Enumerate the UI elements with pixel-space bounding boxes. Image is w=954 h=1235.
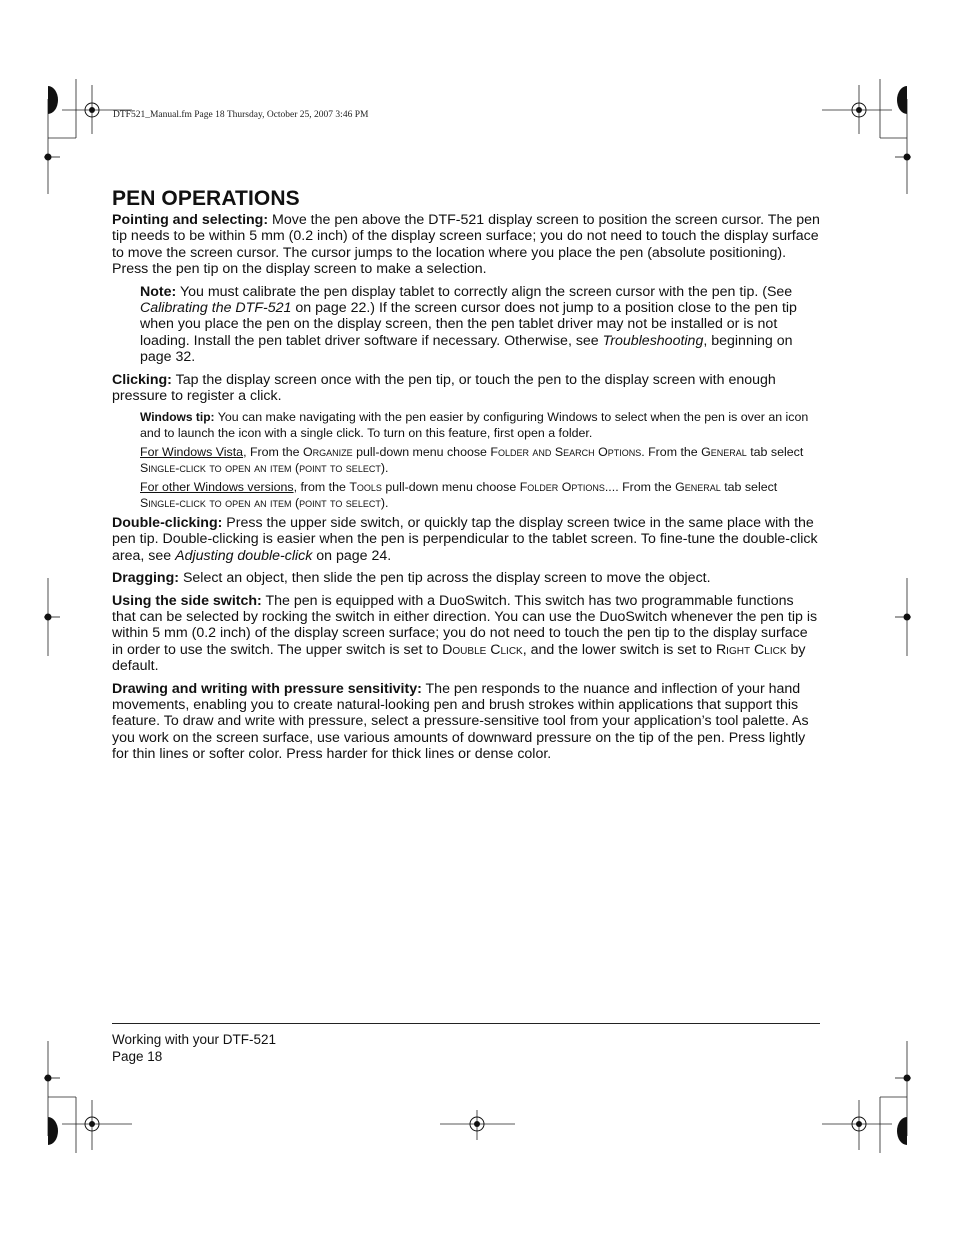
double-clicking-text: Press the upper side switch, or quickly tap the display screen twice in the same place with the pen tip. Double-clicking is easier when the pen is perpendicular to the tablet screen. To fine-tune the double-click area, see [112, 514, 818, 564]
pressure-heading: Drawing and writing with pressure sensitivity: [112, 680, 422, 697]
folder-options: Folder Options... [519, 480, 616, 495]
side-switch-text: , and the lower switch is set to [522, 641, 716, 658]
single-click-option: Single-click to open an item (point to select) [140, 460, 385, 475]
vista-label: For Windows Vista [140, 445, 244, 460]
adjusting-double-click-link[interactable]: Adjusting double-click [175, 547, 313, 564]
footer-page-number: Page 18 [112, 1048, 163, 1064]
double-click-setting: Double Click [442, 641, 523, 658]
pointing-heading: Pointing and selecting: [112, 212, 269, 228]
note-text: on page 22.) If the screen cursor does not jump to a position close to the pen tip when you place the pen on the display screen, then the pen tablet driver may not be installed or is not loading. Install the pen tablet driver software if necessary. Otherwise, see [140, 300, 797, 349]
tools-menu: Tools [349, 480, 382, 495]
double-clicking-text: on page 24. [312, 547, 392, 564]
general-tab: General [675, 480, 721, 495]
note-paragraph [140, 284, 820, 366]
dragging-text: Select an object, then slide the pen tip across the display screen to move the object. [179, 570, 711, 587]
page-footer [112, 1032, 276, 1065]
note-text: You must calibrate the pen display tablet to correctly align the screen cursor with the pen tip. (See [176, 283, 793, 300]
other-windows-text: tab select [720, 480, 778, 495]
note-text: , beginning on page 32. [140, 332, 793, 366]
other-windows-text: pull-down menu choose [381, 480, 520, 495]
other-windows-text: , from the [293, 480, 350, 495]
side-switch-text: by default. [112, 641, 806, 675]
other-windows-text: . From the [615, 480, 676, 495]
footer-chapter: Working with your DTF-521 [112, 1032, 277, 1047]
windows-tip-paragraph [140, 410, 820, 441]
organize-menu: Organize [302, 445, 353, 460]
clicking-text: Tap the display screen once with the pen tip, or touch the pen to the display screen with enough pressure to register a click. [112, 371, 776, 405]
windows-tip-text: You can make navigating with the pen easier by configuring Windows to select when the pen is over an icon and to launch the icon with a single click. To turn on this feature, first open a folder. [140, 410, 809, 440]
page-title: PEN OPERATIONS [112, 187, 300, 210]
vista-text: pull-down menu choose [352, 445, 491, 460]
general-tab: General [701, 445, 747, 460]
side-switch-heading: Using the side switch: [112, 592, 262, 609]
windows-tip-label: Windows tip: [140, 410, 215, 425]
dragging-heading: Dragging: [112, 570, 179, 587]
folder-search-options: Folder and Search Options [490, 445, 642, 460]
pointing-text: Move the pen above the DTF-521 display screen to position the screen cursor. The pen tip needs to be within 5 mm (0.2 inch) of the display screen surface; you do not need to touch the display surface to move the screen cursor. The cursor jumps to the location where you place the pen (absolute positioning). Press the pen tip on the display screen to make a selection. [112, 212, 820, 278]
other-windows-paragraph [140, 480, 820, 511]
vista-text: . From the [641, 445, 702, 460]
double-clicking-paragraph [112, 515, 820, 564]
other-windows-text: . [384, 495, 389, 510]
footer-divider [112, 1023, 820, 1024]
right-click-setting: Right Click [715, 641, 787, 658]
clicking-heading: Clicking: [112, 371, 172, 388]
vista-text: tab select [746, 445, 804, 460]
other-windows-label: For other Windows versions [140, 480, 294, 495]
main-content [112, 187, 820, 769]
calibrating-link[interactable]: Calibrating the DTF-521 [140, 300, 292, 317]
dragging-paragraph [112, 570, 820, 586]
side-switch-paragraph [112, 593, 820, 675]
vista-text: , From the [243, 445, 303, 460]
vista-paragraph [140, 445, 820, 476]
clicking-paragraph [112, 372, 820, 405]
side-switch-text: The pen is equipped with a DuoSwitch. This switch has two programmable functions that can be selected by rocking the switch in either direction. You can use the DuoSwitch whenever the pen tip is within 5 mm (0.2 inch) of the display screen surface; you do not need to touch the pen tip to the display surface in order to use the switch. The upper switch is set to [112, 592, 818, 658]
pressure-text: The pen responds to the nuance and inflection of your hand movements, enabling you to create natural-looking pen and brush strokes within applications that support this feature. To draw and write with pressure, select a pressure-sensitive tool from your application’s tool palette. As you work on the screen surface, use various amounts of downward pressure on the tip of the pen. Press lightly for thin lines or softer color. Press harder for thick lines or dense color. [112, 680, 809, 763]
vista-text: . [384, 460, 389, 475]
note-label: Note: [140, 283, 177, 300]
file-info-header: DTF521_Manual.fm Page 18 Thursday, October 25, 2007 3:46 PM [113, 110, 369, 120]
pointing-paragraph [112, 212, 820, 278]
troubleshooting-link[interactable]: Troubleshooting [602, 332, 704, 349]
single-click-option: Single-click to open an item (point to select) [140, 495, 385, 510]
double-clicking-heading: Double-clicking: [112, 514, 223, 531]
pressure-paragraph [112, 681, 820, 763]
